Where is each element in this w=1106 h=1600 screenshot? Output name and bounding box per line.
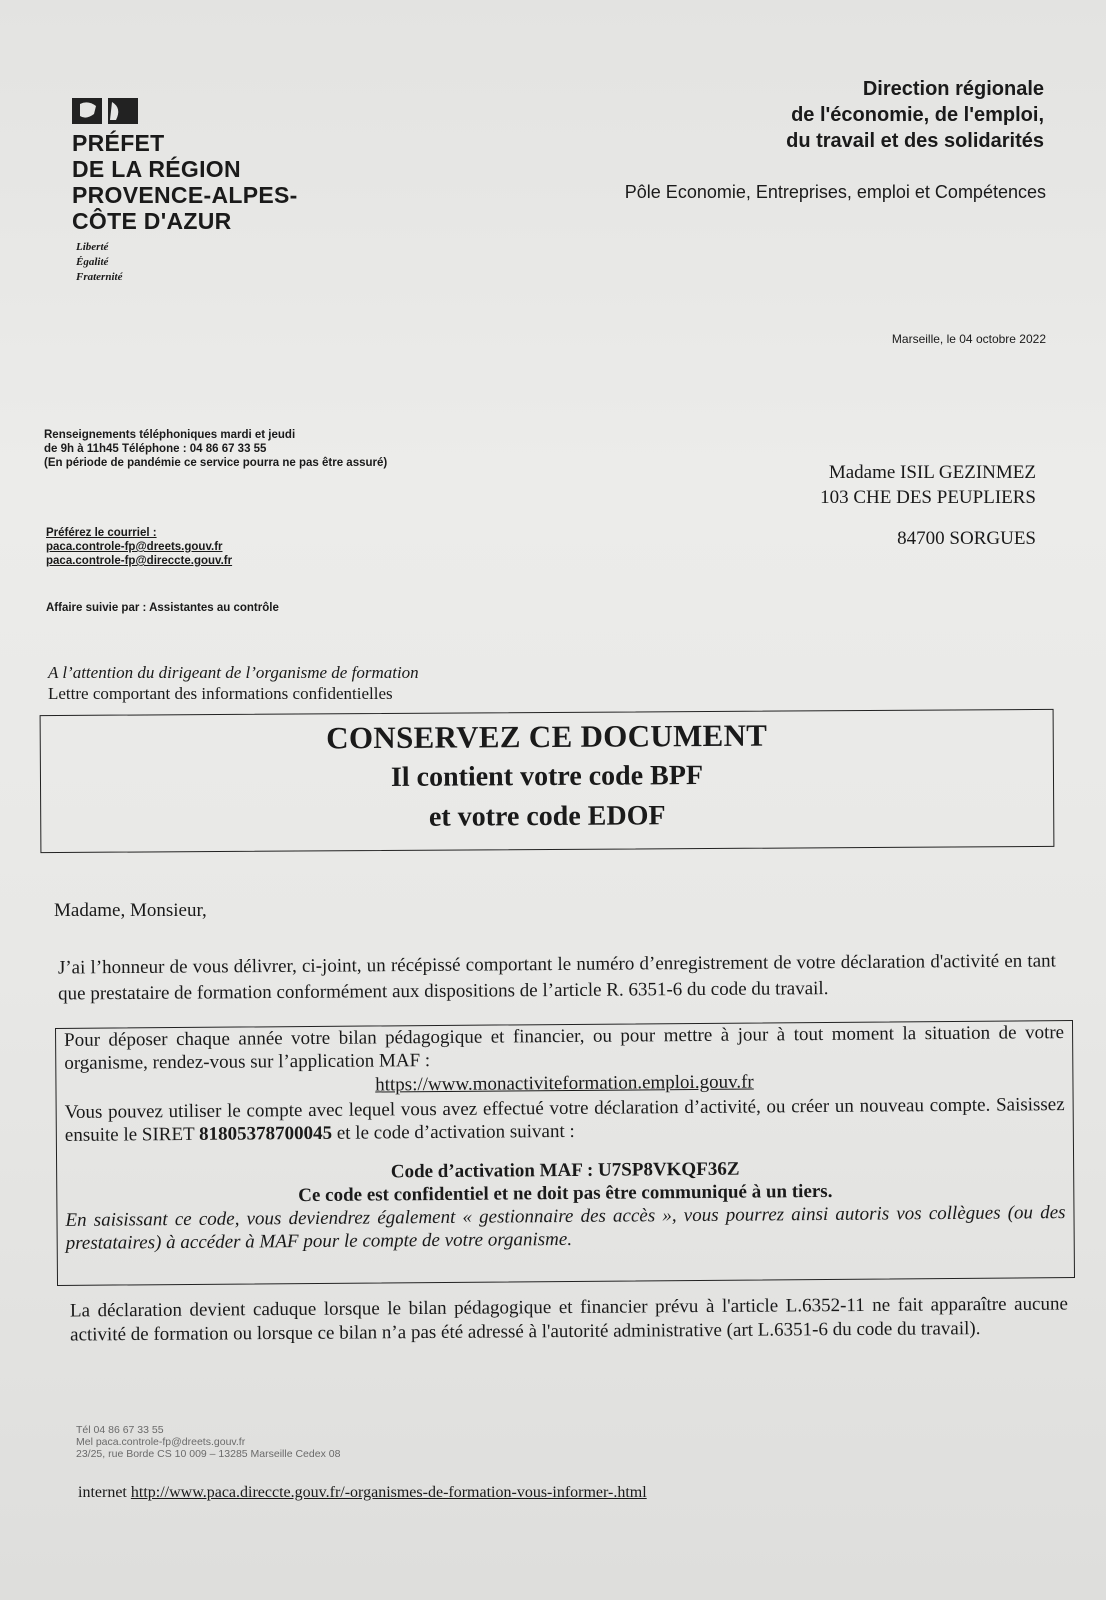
- footer-tel: Tél 04 86 67 33 55: [76, 1424, 164, 1436]
- phone-info: [44, 428, 387, 470]
- email-link: paca.controle-fp@dreets.gouv.fr: [46, 541, 223, 553]
- confidential-note: Lettre comportant des informations confidentielles: [48, 684, 393, 703]
- direction-title: [604, 76, 1044, 154]
- courriel-label: Préférez le courriel :: [46, 527, 157, 539]
- siret-number: 81805378700045: [198, 1122, 333, 1145]
- republic-motto: [76, 240, 122, 285]
- maf-info-box: [55, 1020, 1075, 1286]
- prefet-line: CÔTE D'AZUR: [72, 208, 232, 234]
- pole-name: Pôle Economie, Entreprises, emploi et Compétences: [624, 182, 1046, 202]
- letter-date: Marseille, le 04 octobre 2022: [891, 332, 1046, 346]
- direction-line: Direction régionale: [862, 78, 1044, 100]
- recipient-name: Madame ISIL GEZINMEZ: [828, 462, 1036, 483]
- footer-contact: [76, 1424, 340, 1460]
- recipient-city: 84700 SORGUES: [897, 528, 1036, 549]
- internet-link: http://www.paca.direccte.gouv.fr/-organismes-de-formation-vous-informer-.html: [130, 1484, 647, 1501]
- prefet-line: DE LA RÉGION: [72, 156, 241, 182]
- affaire-suivie: Affaire suivie par : Assistantes au contrôle: [46, 602, 279, 614]
- confidential-warning: Ce code est confidentiel et ne doit pas être communiqué à un tiers.: [298, 1180, 833, 1207]
- direction-line: du travail et des solidarités: [786, 130, 1044, 152]
- email-link: paca.controle-fp@direccte.gouv.fr: [46, 555, 233, 567]
- footer-address: 23/25, rue Borde CS 10 009 – 13285 Marseille Cedex 08: [76, 1448, 341, 1460]
- greeting: Madame, Monsieur,: [54, 900, 207, 921]
- attention-line: A l’attention du dirigeant de l’organisme de formation: [48, 663, 419, 682]
- motto-line: Liberté: [76, 241, 109, 253]
- footer-mel: Mel paca.controle-fp@dreets.gouv.fr: [76, 1436, 246, 1448]
- phone-line: de 9h à 11h45 Téléphone : 04 86 67 33 55: [44, 443, 267, 455]
- attention-note: [48, 662, 419, 704]
- phone-line: Renseignements téléphoniques mardi et jeudi: [44, 429, 296, 441]
- gestionnaire-note: En saisissant ce code, vous deviendrez également « gestionnaire des accès », vous pourrez ainsi autoris vos collègues (ou des prestataires) à accéder à MAF pour le compte de votre organisme.: [65, 1202, 1066, 1254]
- motto-line: Égalité: [76, 256, 109, 268]
- prefet-title: [72, 130, 298, 234]
- prefet-line: PRÉFET: [72, 130, 165, 156]
- email-contact: [46, 526, 232, 568]
- maf-url-link: https://www.monactiviteformation.emploi.gouv.fr: [375, 1071, 754, 1096]
- prefet-line: PROVENCE-ALPES-: [72, 182, 298, 208]
- footer-internet: [78, 1484, 647, 1502]
- keep-document-box: [40, 709, 1055, 853]
- maf-account-sentence: Vous pouvez utiliser le compte avec lequel vous avez effectué votre déclaration d’activité, ou créer un nouveau compte. Saisissez ensuite le SIRET: [64, 1094, 1065, 1146]
- direction-line: de l'économie, de l'emploi,: [791, 104, 1044, 126]
- intro-paragraph: J’ai l’honneur de vous délivrer, ci-joint, un récépissé comportant le numéro d’enregistrement de votre déclaration d'activité en tant que prestataire de formation conformément aux dispositions de l’article R. 6351-6 du code du travail.: [57, 950, 1056, 1005]
- recipient-street: 103 CHE DES PEUPLIERS: [820, 487, 1036, 508]
- activation-code: Code d’activation MAF : U7SP8VKQF36Z: [390, 1158, 740, 1183]
- keep-box-title: CONSERVEZ CE DOCUMENT: [326, 717, 768, 756]
- keep-box-line: et votre code EDOF: [428, 800, 666, 833]
- maf-intro: Pour déposer chaque année votre bilan pédagogique et financier, ou pour mettre à jour à tout moment la situation de votre organisme, rendez-vous sur l’application MAF :: [64, 1022, 1065, 1074]
- caduque-paragraph: La déclaration devient caduque lorsque le bilan pédagogique et financier prévu à l'article L.6352-11 ne fait apparaître aucune activité de formation ou lorsque ce bilan n’a pas été adressé à l'autorité administrative (art L.6351-6 du code du travail).: [69, 1293, 1068, 1346]
- marianne-logo: [72, 98, 138, 124]
- phone-line: (En période de pandémie ce service pourra ne pas être assuré): [44, 457, 388, 469]
- motto-line: Fraternité: [76, 271, 123, 283]
- internet-label: internet: [78, 1484, 127, 1501]
- recipient-address: [676, 460, 1036, 551]
- maf-account-text: [65, 1093, 1065, 1147]
- keep-box-line: Il contient votre code BPF: [390, 760, 704, 793]
- maf-account-sentence-end: et le code d’activation suivant :: [336, 1120, 575, 1144]
